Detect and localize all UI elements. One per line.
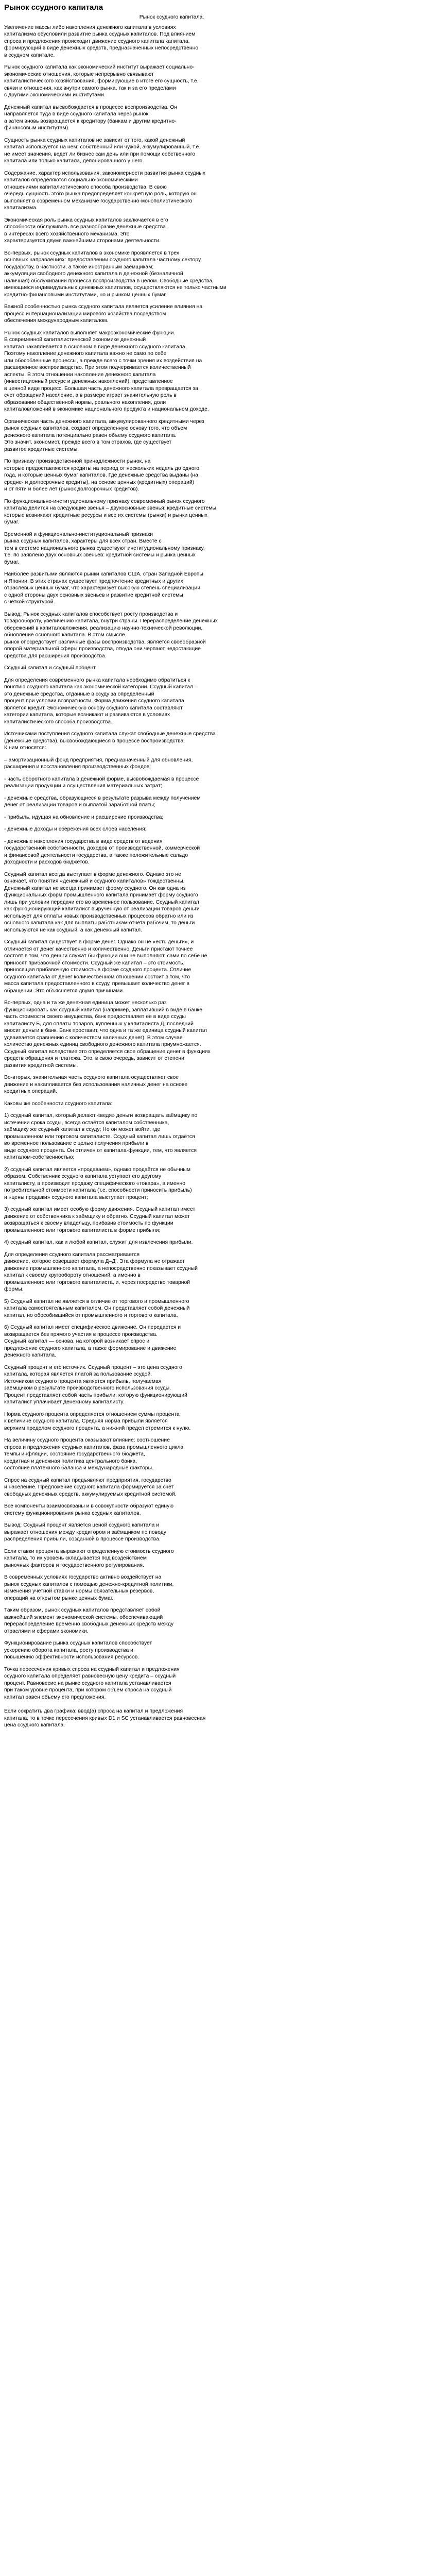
text-line: финансовым институтам). — [4, 125, 70, 131]
text-line: капитализма обусловили развитие рынка ссудных капиталов. Под влиянием — [4, 31, 196, 37]
text-line: года, и которые ценных бумаг капиталов. Где денежные средства выданы (на — [4, 472, 198, 478]
text-line: Источником ссудного процента является прибыль, получаемая — [4, 1378, 162, 1384]
text-line: опорой материальной сферы производства, откуда они черпают недостающие — [4, 646, 201, 652]
text-line: Ссудный капитал существует в форме денег. Однако он не «есть деньги», и — [4, 939, 194, 945]
text-line: приносят прибавочной стоимости. Ссудный же капитал – это стоимость, — [4, 960, 185, 966]
text-line: состоят в том, что деньги служат бы функции они не выполняют, сами по себе не — [4, 953, 207, 959]
paragraph — [4, 731, 432, 752]
paragraph — [4, 677, 432, 726]
text-line: капитал, но обособившийся от промышленного и торгового капитала. — [4, 1312, 178, 1318]
text-line: образовании общественной нормы, реального накопления, доли — [4, 399, 166, 405]
paragraph — [4, 1166, 432, 1201]
paragraph — [4, 871, 432, 934]
text-line: 2) ссудный капитал является «продаваем», однако продаётся не обычным — [4, 1166, 191, 1173]
text-line: Вывод: Рынок ссудных капиталов способствует росту производства и — [4, 611, 178, 617]
paragraph — [4, 1251, 432, 1293]
paragraph — [4, 999, 432, 1069]
text-line: формы. — [4, 1286, 24, 1292]
paragraph — [4, 1324, 432, 1359]
text-line: основных направлениях: предоставлении ссудного капитала частному сектору, — [4, 257, 202, 263]
text-line: или обособленные процессы, а прежде всего с точки зрения их воздействия на — [4, 358, 202, 364]
text-line: в ценной виде процесс. Большая часть денежного капитала превращается за — [4, 385, 198, 392]
text-line: обновление основного капитала. В этом смысле — [4, 632, 125, 638]
text-line: экономические отношения, которые непрерывно связывают — [4, 71, 154, 77]
text-line: в интересах всего хозяйственного механизма. Это — [4, 231, 130, 237]
paragraph — [4, 1607, 432, 1635]
text-line: операций на открытом рынке ценных бумаг. — [4, 1595, 114, 1601]
text-line: 3) ссудный капитал имеет особую форму движения. Ссудный капитал имеет — [4, 1207, 196, 1212]
text-line: Ссудный капитал всегда выступает в форме денежного. Однако это не — [4, 871, 181, 877]
text-line: это денежные средства, отданные в ссуду за определенный — [4, 691, 154, 697]
text-line: Все компоненты взаимосвязаны и в совокупности образуют единую — [4, 1503, 174, 1509]
paragraph — [4, 458, 432, 493]
text-line: масса капитала предоставленного в ссуду, превышает количество денег в — [4, 981, 189, 987]
text-line: темпы инфляции, состояние государственного бюджета, — [4, 1451, 145, 1457]
text-line: отличается от денег качественно и количественно. Деньги пристают точнее — [4, 946, 193, 952]
text-line: движение и накапливается без использования наличных денег на основе — [4, 1081, 188, 1088]
text-line: бумаг. — [4, 559, 20, 565]
text-line: предложение ссудного капитала, а также формирование и движение — [4, 1345, 177, 1351]
footer-line: капитала, то в точке пересечения кривых D1 и SC устанавливается равновесная — [4, 1715, 206, 1721]
text-line: отношениями капиталистического способа производства. В свою — [4, 184, 167, 190]
text-line: Источниками поступления ссудного капитала служат свободные денежные средства — [4, 731, 216, 737]
text-line: движение от собственника к заёмщику и обратно. Ссудный капитал может — [4, 1213, 190, 1219]
text-line: кредитная и денежная политика центрального банка, — [4, 1458, 137, 1464]
text-line: использует для оплаты новых производственных процессов обратно или из — [4, 913, 194, 919]
footer-line: Если сократить два графика: ввод(а) спроса на капитал и предложения — [4, 1708, 183, 1714]
text-line: процент при условии возвратности. Форма движения ссудного капитала — [4, 698, 184, 704]
paragraph — [4, 24, 432, 59]
text-line: Если ставки процента выражают определенную стоимость ссудного — [4, 1548, 174, 1554]
text-line: Точка пересечения кривых спроса на ссудный капитал и предложения — [4, 1666, 180, 1672]
text-line: капиталов определяются социально-экономическими — [4, 177, 138, 183]
text-line: распределения прибыли, созданной в процессе производства. — [4, 1536, 161, 1542]
text-line: (инвестиционный ресурс и денежных накоплений), представленное — [4, 379, 173, 384]
text-line: капиталист уплачивает денежному капиталисту. — [4, 1399, 125, 1405]
paragraph — [4, 1100, 432, 1108]
text-line: повышению эффективности использования ресурсов. — [4, 1654, 139, 1660]
text-line: реализации продукции и осуществления материальных затрат; — [4, 783, 162, 789]
text-line: Временной и функционально-институциональный признаки — [4, 531, 153, 537]
text-line: - денежные накопления государства в виде средств от ведения — [4, 838, 163, 844]
text-line: и Японии. В этих странах существует предпочтение кредитных и других — [4, 578, 183, 584]
paragraph — [4, 571, 432, 606]
paragraph — [4, 1206, 432, 1234]
paragraph — [4, 104, 432, 132]
text-line: часть стоимости своего имущества, банк предоставляет ее в виде ссуды — [4, 1014, 186, 1020]
text-line: Увеличение массы либо накопления денежного капитала в условиях — [4, 24, 176, 30]
text-line: бумаг. — [4, 519, 20, 525]
paragraph — [4, 665, 432, 672]
text-line: верхним пределом ссудного процента, а нижний предел стремится к нулю. — [4, 1425, 191, 1431]
text-line: денег от реализации товаров и выплатой заработной платы; — [4, 802, 155, 808]
text-line: – амортизационный фонд предприятия, предназначенный для обновления, — [4, 757, 193, 763]
paragraph — [4, 217, 432, 245]
paragraph — [4, 64, 432, 99]
text-line: выполняет в современном механизме государственно-монополистического — [4, 198, 193, 204]
text-line: кредитно-финансовыми институтами, но и рынком ценных бумаг. — [4, 292, 167, 298]
text-line: капиталисту, а производит продажу специфического «товара», а именно — [4, 1180, 186, 1187]
text-line: очередь сущность этого рынка предопределяет конкретную роль, которую он — [4, 191, 197, 197]
text-line: количество денежных единиц свободного денежного капитала приумножается. — [4, 1042, 201, 1047]
text-line: капиталистического хозяйствования, формирующие в итоге его сущность, т.е. — [4, 78, 199, 84]
text-line: - часть оборотного капитала в денежной форме, высвобождаемая в процессе — [4, 776, 199, 782]
text-line: капитализма. — [4, 205, 38, 211]
paragraph — [4, 1548, 432, 1569]
text-line: направляется туда в виде ссудного капитала через рынок, — [4, 111, 150, 117]
text-line: категории капитала, которые возникают и развиваются в условиях — [4, 712, 170, 718]
text-line: а затем вновь возвращается к кредитору (банкам и другим кредитно- — [4, 118, 177, 124]
text-line: 5) Ссудный капитал не является в отличие от торгового и промышленного — [4, 1298, 189, 1304]
text-line: Важной особенностью рынка ссудного капитала является усиление влияния на — [4, 304, 203, 310]
text-line: спроса и предложения ссудных капиталов, фаза промышленного цикла, — [4, 1444, 185, 1450]
text-line: расширения и восстановления производственных фондов; — [4, 764, 151, 770]
text-line: заёмщику же ссудный капитал в ссуду; Но он может войти, где — [4, 1127, 161, 1132]
text-line: истечении срока ссуды, всегда остаётся капиталом собственника, — [4, 1120, 169, 1126]
text-line: капитал используется на нём: собственный или чужой, аккумулированный, т.е. — [4, 144, 201, 150]
text-line: наличная) обслуживании процесса воспроизводства в целом. Свободные средства, — [4, 278, 214, 284]
text-line: рынок опосредствует различные фазы воспроизводства, является своеобразной — [4, 639, 206, 645]
text-line: виде ссудного процента. Он отличен от капитала-функции, тем, что является — [4, 1147, 197, 1154]
text-line: Содержание, характер использования, закономерности развития рынка ссудных — [4, 170, 205, 176]
paragraph — [4, 137, 432, 165]
text-line: состояние платёжного баланса и международные факторы. — [4, 1465, 153, 1471]
text-line: возвращается без прямого участия в процессе производства. — [4, 1331, 158, 1337]
text-line: капиталисту Б, для оплаты товаров, купленных у капиталиста Д, последний — [4, 1021, 194, 1027]
paragraph — [4, 1364, 432, 1406]
text-line: во временное пользование с целью получения прибыли в — [4, 1141, 149, 1146]
text-line: капитала, которая является платой за пользование ссудой. — [4, 1371, 152, 1377]
text-line: с одной стороны двух основных звеньев и развитие кредитной системы — [4, 592, 183, 598]
text-line: По функционально-институциональному признаку современный рынок ссудного — [4, 498, 205, 504]
paragraph — [4, 1522, 432, 1543]
text-line: В современных условиях государство активно воздействует на — [4, 1574, 162, 1580]
text-line: аккумуляции свободного денежного капитала в денежной (безналичной — [4, 271, 183, 277]
paragraph — [4, 1074, 432, 1095]
paragraph — [4, 1503, 432, 1517]
text-line: которые предоставляются кредиты на период от нескольких недель до одного — [4, 465, 199, 471]
text-line: в ссудном капитале. — [4, 52, 55, 58]
paragraph — [4, 1112, 432, 1161]
text-line: вносит деньги в банк. Банк проставит, что одна и та же единица ссудный капитал — [4, 1028, 207, 1033]
text-line: Каковы же особенности ссудного капитала: — [4, 1100, 113, 1107]
paragraph — [4, 814, 432, 821]
text-line: Процент представляет собой часть прибыли, которую функционирующий — [4, 1392, 187, 1398]
text-line: систему функционирования рынка ссудных капиталов. — [4, 1510, 141, 1516]
text-line: кредитных операций. — [4, 1089, 57, 1094]
text-line: капитала делится на следующие звенья – двухосновные звенья: кредитные системы, — [4, 505, 218, 511]
text-line: является кредит. Экономическую основу ссудного капитала составляют — [4, 705, 183, 711]
text-line: средства для расширения производства. — [4, 653, 107, 659]
footer-line: цена ссудного капитала. — [4, 1722, 65, 1728]
text-line: ссудного капитала от денег количественном отношении состоит в том, что — [4, 974, 190, 980]
text-line: В современной капиталистической экономике денежный — [4, 337, 146, 343]
paragraph — [4, 1640, 432, 1661]
text-line: изменения учетной ставки и нормы обязательных резервов, — [4, 1588, 154, 1594]
text-line: Сущность рынка ссудных капиталов не зависит от того, какой денежный — [4, 137, 185, 143]
paragraph — [4, 330, 432, 413]
text-line: удваивается сравнению с количеством наличных денег). В этом случае — [4, 1035, 183, 1041]
text-line: ускорению оборота капитала, росту производства и — [4, 1647, 133, 1653]
text-line: используются не как ссудный, а как денежный капитал. — [4, 927, 142, 933]
text-line: доходности и расходов бюджетов. — [4, 859, 90, 865]
text-line: лишь при условии передачи его во временное пользование. Ссудный капитал — [4, 899, 199, 905]
text-line: основного капитала как для выплаты работникам отчета рабочим, то деньги — [4, 920, 195, 926]
text-line: выражает отношения между кредитором и заёмщиком по поводу — [4, 1529, 166, 1535]
text-line: Денежный капитал высвобождается в процессе воспроизводства. Он — [4, 104, 178, 110]
text-line: Поэтому накопление денежного капитала важно не само по себе — [4, 351, 167, 357]
text-line: обеспечения международным капиталом. — [4, 318, 109, 324]
paragraph — [4, 795, 432, 809]
document-body — [4, 24, 432, 1701]
text-line: Органическая часть денежного капитала, аккумулированного кредитными через — [4, 418, 204, 425]
text-line: к величине ссудного капитала. Средняя норма прибыли является — [4, 1418, 168, 1424]
text-line: понятию ссудного капитала как экономической категории. Ссудный капитал – — [4, 684, 198, 690]
paragraph — [4, 170, 432, 212]
paragraph — [4, 757, 432, 771]
page-title: Рынок ссудного капитала — [4, 3, 103, 12]
text-line: процесс интернационализации мирового хозяйства посредством — [4, 311, 166, 317]
text-line: Для определения современного рынка капитала необходимо обратиться к — [4, 677, 190, 683]
text-line: формирующий в виде денежных средств, предназначенных непосредственно — [4, 45, 199, 51]
text-line: денежного капитала потенциально равен объему ссудного капитала. — [4, 432, 177, 438]
text-line: Во-вторых, значительная часть ссудного капитала осуществляет свое — [4, 1075, 179, 1080]
text-line: 4) ссудный капитал, как и любой капитал, служит для извлечения прибыли. — [4, 1240, 193, 1245]
text-line: движение промышленного капитала, а непосредственно показывает ссудный — [4, 1265, 198, 1272]
text-line: возвращаться к своему владельцу, прибавив стоимость по функции — [4, 1221, 173, 1226]
text-line: Рынок ссудных капиталов выполняет макроэкономические функции. — [4, 330, 176, 336]
text-line: капитал к своему кругообороту отношений, а именно в — [4, 1273, 141, 1278]
paragraph — [4, 1437, 432, 1472]
paragraph — [4, 303, 432, 325]
text-line: и «цены продажи» ссудного капитала выступает процент; — [4, 1194, 148, 1200]
page-subtitle: Рынок ссудного капитала. — [139, 14, 204, 20]
text-line: свободных денежных средств, аккумулируемых кредитной системой. — [4, 1491, 177, 1497]
text-line: - денежные средства, образующиеся в результате разрыва между получением — [4, 795, 201, 801]
text-line: с другими экономическими институтами. — [4, 92, 106, 98]
text-line: т.е. по заявлено двух основных звеньев: кредитной системы и рынка ценных — [4, 552, 196, 558]
paragraph — [4, 250, 432, 299]
text-line: перераспределение временно свободных денежных средств между — [4, 1621, 174, 1627]
text-line: имеющиеся индивидуальных денежных капиталов, осуществляются не только частными — [4, 285, 226, 291]
text-line: промышленного или торгового капиталиста в форме прибыли; — [4, 1227, 161, 1233]
text-line: капитал равен объему его предложения. — [4, 1694, 106, 1700]
text-line: промышленного или торгового капиталиста, и, через посредство товарной — [4, 1279, 190, 1285]
paragraph — [4, 1239, 432, 1246]
text-line: денежного капитала. — [4, 1352, 57, 1358]
text-line: 1) ссудный капитал, который делают «ведя» деньги возвращать заёмщику по — [4, 1113, 198, 1118]
text-line: развития кредитной системы. — [4, 1062, 78, 1069]
text-line: (денежные средства), высвобождающиеся в процессе воспроизводства. — [4, 738, 185, 744]
text-line: Таким образом, рынок ссудных капиталов представляет собой — [4, 1607, 161, 1613]
text-line: капитала, то их уровень складывается под воздействием — [4, 1555, 147, 1561]
text-line: сбережений в капиталовложения, реализацию научно-технической революции, — [4, 625, 203, 631]
text-line: К ним относятся: — [4, 745, 46, 751]
text-line: Ссудный капитал и ссудный процент — [4, 665, 96, 671]
text-line: и население. Предложение ссудного капитала формируется за счет — [4, 1484, 174, 1490]
text-line: Во-первых, рынок ссудных капиталов в экономике проявляется в трех — [4, 250, 180, 256]
text-line: означает, что понятия «денежный и ссудного капиталов» тождественны. — [4, 878, 185, 884]
paragraph — [4, 1477, 432, 1498]
text-line: развитое кредитные системы. — [4, 446, 79, 452]
text-line: как функционирующий капиталист вырученную от реализации товаров деньги — [4, 906, 200, 912]
text-line: Наиболее развитыми являются рынки капиталов США, стран Западной Европы — [4, 571, 203, 577]
text-line: Для определения ссудного капитала рассматривается — [4, 1251, 139, 1258]
text-line: и от пяти и более лет (рынок долгосрочных кредитов). — [4, 486, 139, 492]
text-line: рынка ссудных капиталов, характеры для всех стран. Вместе с — [4, 538, 162, 544]
text-line: капитала или только капитала, депонированного у него. — [4, 158, 144, 164]
text-line: Ссудный процент и его источник. Ссудный процент – это цена ссудного — [4, 1364, 182, 1370]
text-line: не имеет значения, ведет ли бизнес сам день или при помощи собственного — [4, 151, 196, 157]
text-line: Норма ссудного процента определяется отношением суммы процента — [4, 1411, 180, 1417]
text-line: государству, в частности, а также иностранным заемщикам; — [4, 264, 154, 270]
text-line: потребительной стоимости капитала (т.е. способности приносить прибыль) — [4, 1188, 192, 1193]
text-line: с четкой структурой. — [4, 599, 55, 605]
text-line: счет обращений население, а в размере играет значительную роль в — [4, 393, 177, 398]
text-line: связи и отношения, как внутри самого рынка, так и за его пределами — [4, 85, 176, 91]
text-line: движение, которое совершает формула Д–Д'. Эта формула не отражает — [4, 1259, 185, 1264]
text-line: капиталовложений в экономике национального продукта и национальном доходе. — [4, 406, 209, 412]
paragraph — [4, 1574, 432, 1602]
text-line: Функционирование рынка ссудных капиталов способствует — [4, 1640, 152, 1646]
text-line: рыночных факторов и государственного регулирования. — [4, 1562, 144, 1568]
paragraph — [4, 1298, 432, 1319]
text-line: тем в системе национального рынка существуют институциональному признаку, — [4, 545, 205, 551]
text-line: средне- и долгосрочные кредиты), на основе ценных (кредитных) операций) — [4, 479, 195, 485]
text-line: 6) Ссудный капитал имеет специфическое движение. Он передается и — [4, 1325, 181, 1330]
text-line: функциональных форм промышленного капитала принимает форму ссудного — [4, 892, 198, 898]
text-line: капитала самостоятельным капиталом. Он представляет собой денежный — [4, 1306, 190, 1311]
text-line: аспекты. В этом отношении накопление денежного капитала — [4, 371, 156, 378]
paragraph — [4, 611, 432, 660]
text-line: Во-первых, одна и та же денежная единица может несколько раз — [4, 1000, 167, 1006]
text-line: приносящая прибавочную стоимость в форме ссудного процента. Отличие — [4, 967, 191, 973]
text-line: характеризуется двумя важнейшими сторонами деятельности. — [4, 238, 161, 244]
paragraph — [4, 1666, 432, 1701]
text-line: процент. Равновесие на рынке ссудного капитала устанавливается — [4, 1680, 171, 1686]
text-line: средств обращения и платежа. Это, в свою очередь, зависит от степени — [4, 1056, 184, 1061]
text-line: государственной собственности, доходов от производственной, коммерческой — [4, 845, 200, 851]
paragraph — [4, 776, 432, 790]
paragraph — [4, 498, 432, 526]
document-footer — [4, 1708, 432, 1729]
paragraph — [4, 531, 432, 566]
text-line: образом. Собственник ссудного капитала уступает его другому — [4, 1174, 162, 1179]
text-line: - денежные доходы и сбережения всех слоев населения; — [4, 826, 147, 832]
text-line: расширенное воспроизводство. При этом подчеркивается количественный — [4, 365, 191, 370]
text-line: способности обслуживать все разнообразие денежные средства — [4, 224, 166, 230]
text-line: По признаку производственной принадлежности рынок, на — [4, 459, 151, 464]
text-line: ссудного капитала определяет равновесную цену кредита – ссудный — [4, 1673, 176, 1679]
text-line: промышленном или торговом капиталисте. Ссудный капитал лишь отдаётся — [4, 1133, 195, 1140]
paragraph — [4, 1411, 432, 1432]
text-line: отраслями и сферами экономики. — [4, 1628, 89, 1634]
text-line: Рынок ссудного капитала как экономический институт выражает социально- — [4, 64, 195, 70]
paragraph — [4, 939, 432, 994]
text-line: обращении. Это объясняется двумя причинами. — [4, 988, 125, 994]
text-line: На величину ссудного процента оказывают влияние: соотношение — [4, 1437, 170, 1443]
text-line: и финансовой деятельности государства, а также положительные сальдо — [4, 852, 188, 858]
text-line: Спрос на ссудный капитал предъявляют предприятия, государство — [4, 1477, 171, 1483]
text-line: важнейший элемент экономической системы, обеспечивающий — [4, 1614, 163, 1620]
text-line: Ссудный капитал вследствие это определяется свое обращение денег в функциях — [4, 1048, 211, 1055]
text-line: при таком уровне процента, при котором объем спроса на ссудный — [4, 1687, 172, 1693]
text-line: - прибыль, идущая на обновление и расширение производства; — [4, 814, 164, 820]
text-line: заёмщиком в результате производственного использования ссуды. — [4, 1385, 171, 1391]
text-line: рынок ссудных капиталов с помощью денежно-кредитной политики, — [4, 1581, 174, 1587]
text-line: Вывод: Ссудный процент является ценой ссудного капитала и — [4, 1522, 160, 1528]
paragraph — [4, 838, 432, 866]
text-line: Денежный капитал не всегда принимает форму ссудного. Он как одна из — [4, 885, 186, 891]
text-line: Это значит, экономист, прежде всего в том страхов, где существует — [4, 439, 172, 445]
text-line: которые возникают кредитные ресурсы и все их системы (рынки) и рынки ценных — [4, 512, 207, 518]
text-line: функционировать как ссудный капитал (например, заплативший в виде в банке — [4, 1007, 202, 1013]
text-line: капиталистического способа производства. — [4, 719, 112, 725]
text-line: Экономическая роль рынка ссудных капиталов заключается в его — [4, 217, 168, 223]
text-line: товарообороту, увеличению капитала, внутри страны. Перераспределение денежных — [4, 618, 218, 624]
paragraph — [4, 418, 432, 453]
text-line: спроса и предложения происходит движение ссудного капитала капитала, — [4, 38, 190, 44]
text-line: рынок ссудных капиталов, создает определенную основу того, что объем — [4, 426, 187, 431]
text-line: капитал накапливается в основном в виде денежного ссудного капитала. — [4, 344, 187, 350]
paragraph — [4, 826, 432, 833]
text-line: Ссудный капитал — основа, на которой возникает спрос и — [4, 1338, 150, 1344]
text-line: отраслевых ценных бумаг, что характеризует высокую степень специализации — [4, 585, 201, 591]
text-line: капиталом-собственностью; — [4, 1155, 75, 1160]
